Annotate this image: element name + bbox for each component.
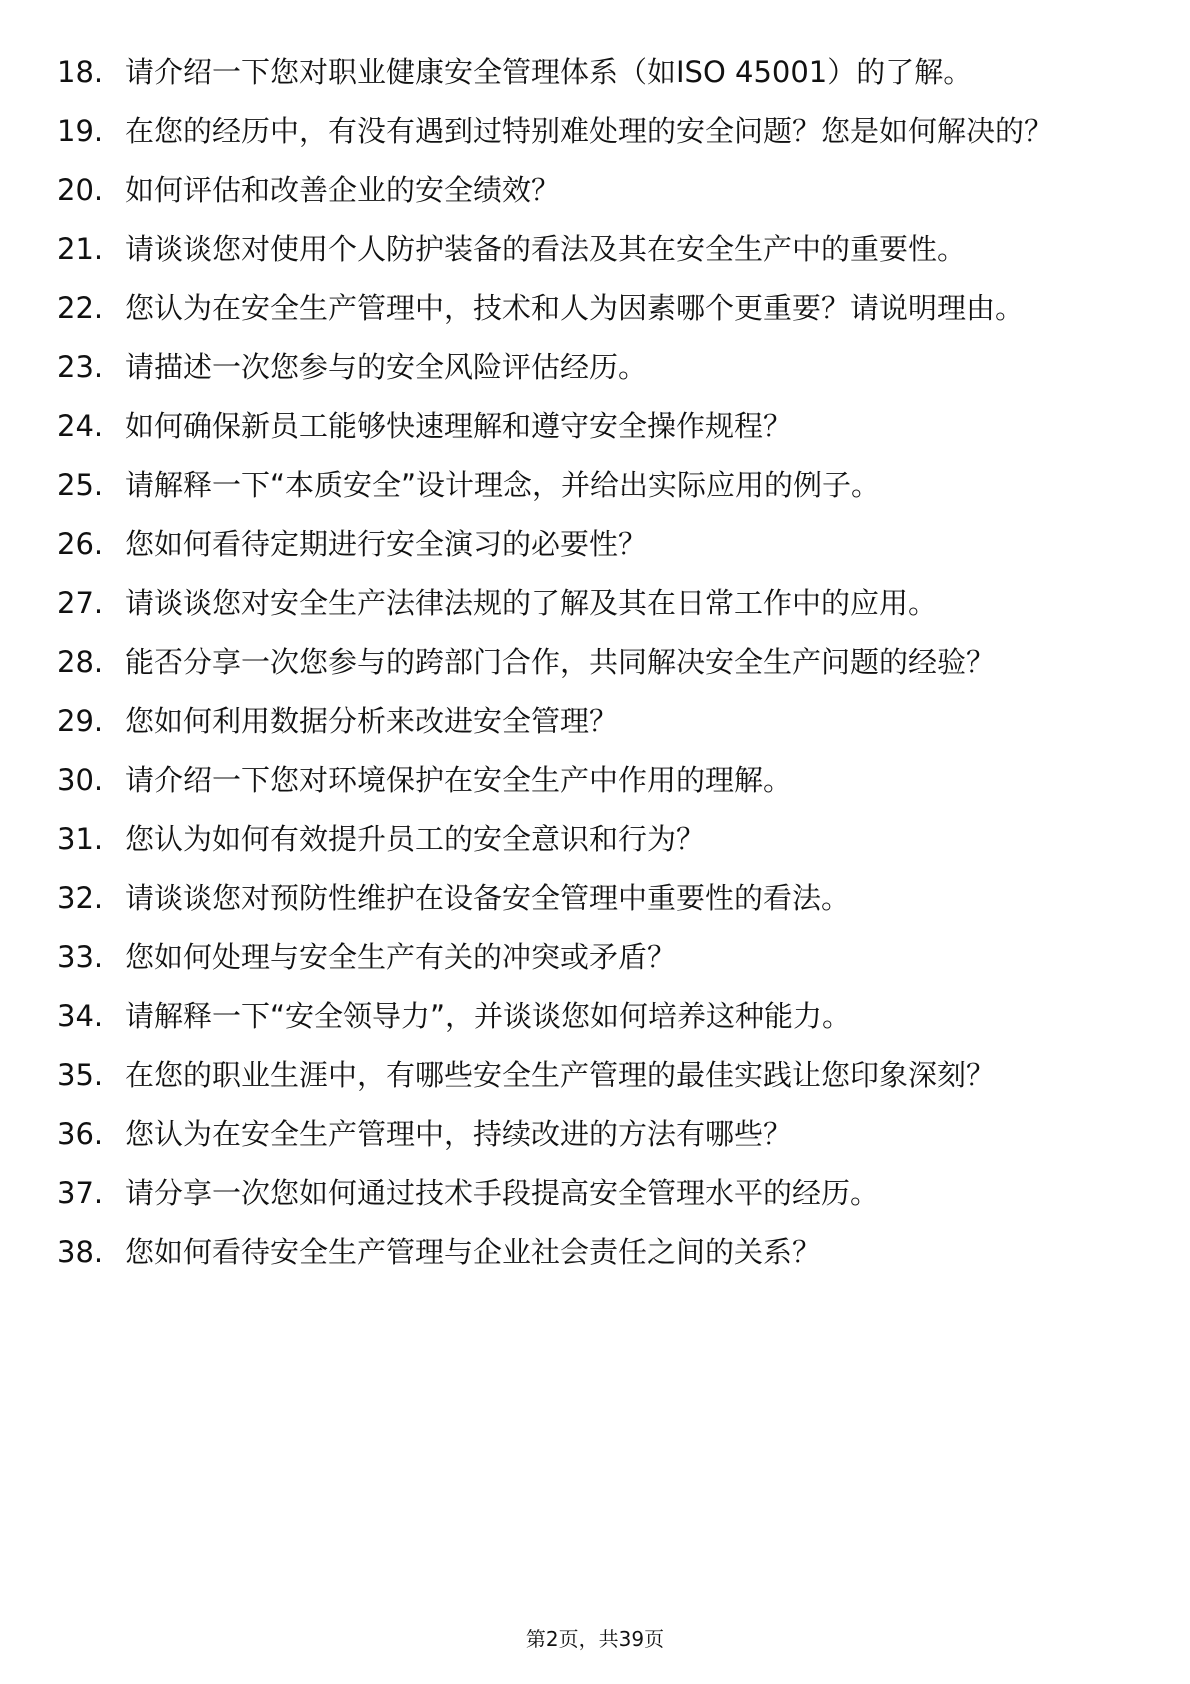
question-item [57,642,1117,683]
question-number: 25. [57,468,104,502]
question-text: 在您的职业生涯中，有哪些安全生产管理的最佳实践让您印象深刻？ [125,1058,996,1092]
question-item [57,170,1117,211]
question-item [57,229,1117,270]
question-text: 如何确保新员工能够快速理解和遵守安全操作规程？ [125,409,793,443]
question-number: 26. [57,527,104,561]
question-text: 您如何看待安全生产管理与企业社会责任之间的关系？ [125,1235,822,1269]
question-number: 21. [57,232,104,266]
question-number: 18. [57,55,104,89]
question-number: 33. [57,940,104,974]
question-item [57,583,1117,624]
question-number: 37. [57,1176,104,1210]
question-number: 31. [57,822,104,856]
question-item [57,937,1117,978]
question-item [57,465,1117,506]
question-text: 如何评估和改善企业的安全绩效？ [125,173,561,207]
question-number: 19. [57,114,104,148]
question-text: 请谈谈您对安全生产法律法规的了解及其在日常工作中的应用。 [125,586,938,620]
question-item [57,52,1117,93]
question-text: 您如何利用数据分析来改进安全管理？ [125,704,619,738]
question-item [57,347,1117,388]
question-text: 请介绍一下您对环境保护在安全生产中作用的理解。 [125,763,793,797]
question-item [57,996,1117,1037]
question-item [57,819,1117,860]
question-item [57,111,1117,152]
question-list [57,52,1117,1291]
question-item [57,1173,1117,1214]
question-number: 27. [57,586,104,620]
question-number: 36. [57,1117,104,1151]
question-item [57,524,1117,565]
question-text: 请分享一次您如何通过技术手段提高安全管理水平的经历。 [125,1176,880,1210]
question-number: 35. [57,1058,104,1092]
question-text: 请谈谈您对预防性维护在设备安全管理中重要性的看法。 [125,881,851,915]
question-text: 请介绍一下您对职业健康安全管理体系（如ISO 45001）的了解。 [125,55,973,89]
question-text: 您如何处理与安全生产有关的冲突或矛盾？ [125,940,677,974]
question-item [57,760,1117,801]
question-item [57,1055,1117,1096]
question-number: 32. [57,881,104,915]
question-text: 您如何看待定期进行安全演习的必要性？ [125,527,648,561]
question-text: 请谈谈您对使用个人防护装备的看法及其在安全生产中的重要性。 [125,232,967,266]
question-number: 24. [57,409,104,443]
question-item [57,878,1117,919]
question-item [57,288,1117,329]
question-number: 28. [57,645,104,679]
question-item [57,701,1117,742]
question-text: 请解释一下“本质安全”设计理念，并给出实际应用的例子。 [125,468,881,502]
question-text: 能否分享一次您参与的跨部门合作，共同解决安全生产问题的经验？ [125,645,996,679]
question-number: 34. [57,999,104,1033]
question-text: 请描述一次您参与的安全风险评估经历。 [125,350,648,384]
question-number: 38. [57,1235,104,1269]
question-number: 30. [57,763,104,797]
question-text: 请解释一下“安全领导力”，并谈谈您如何培养这种能力。 [125,999,852,1033]
question-text: 您认为在安全生产管理中，持续改进的方法有哪些？ [125,1117,793,1151]
question-number: 22. [57,291,104,325]
question-text: 您认为在安全生产管理中，技术和人为因素哪个更重要？请说明理由。 [125,291,1025,325]
question-number: 20. [57,173,104,207]
question-item [57,406,1117,447]
question-number: 23. [57,350,104,384]
question-item [57,1232,1117,1273]
question-text: 您认为如何有效提升员工的安全意识和行为？ [125,822,706,856]
question-number: 29. [57,704,104,738]
question-item [57,1114,1117,1155]
page-footer: 第2页，共39页 [525,1627,665,1651]
question-text: 在您的经历中，有没有遇到过特别难处理的安全问题？您是如何解决的？ [125,114,1054,148]
